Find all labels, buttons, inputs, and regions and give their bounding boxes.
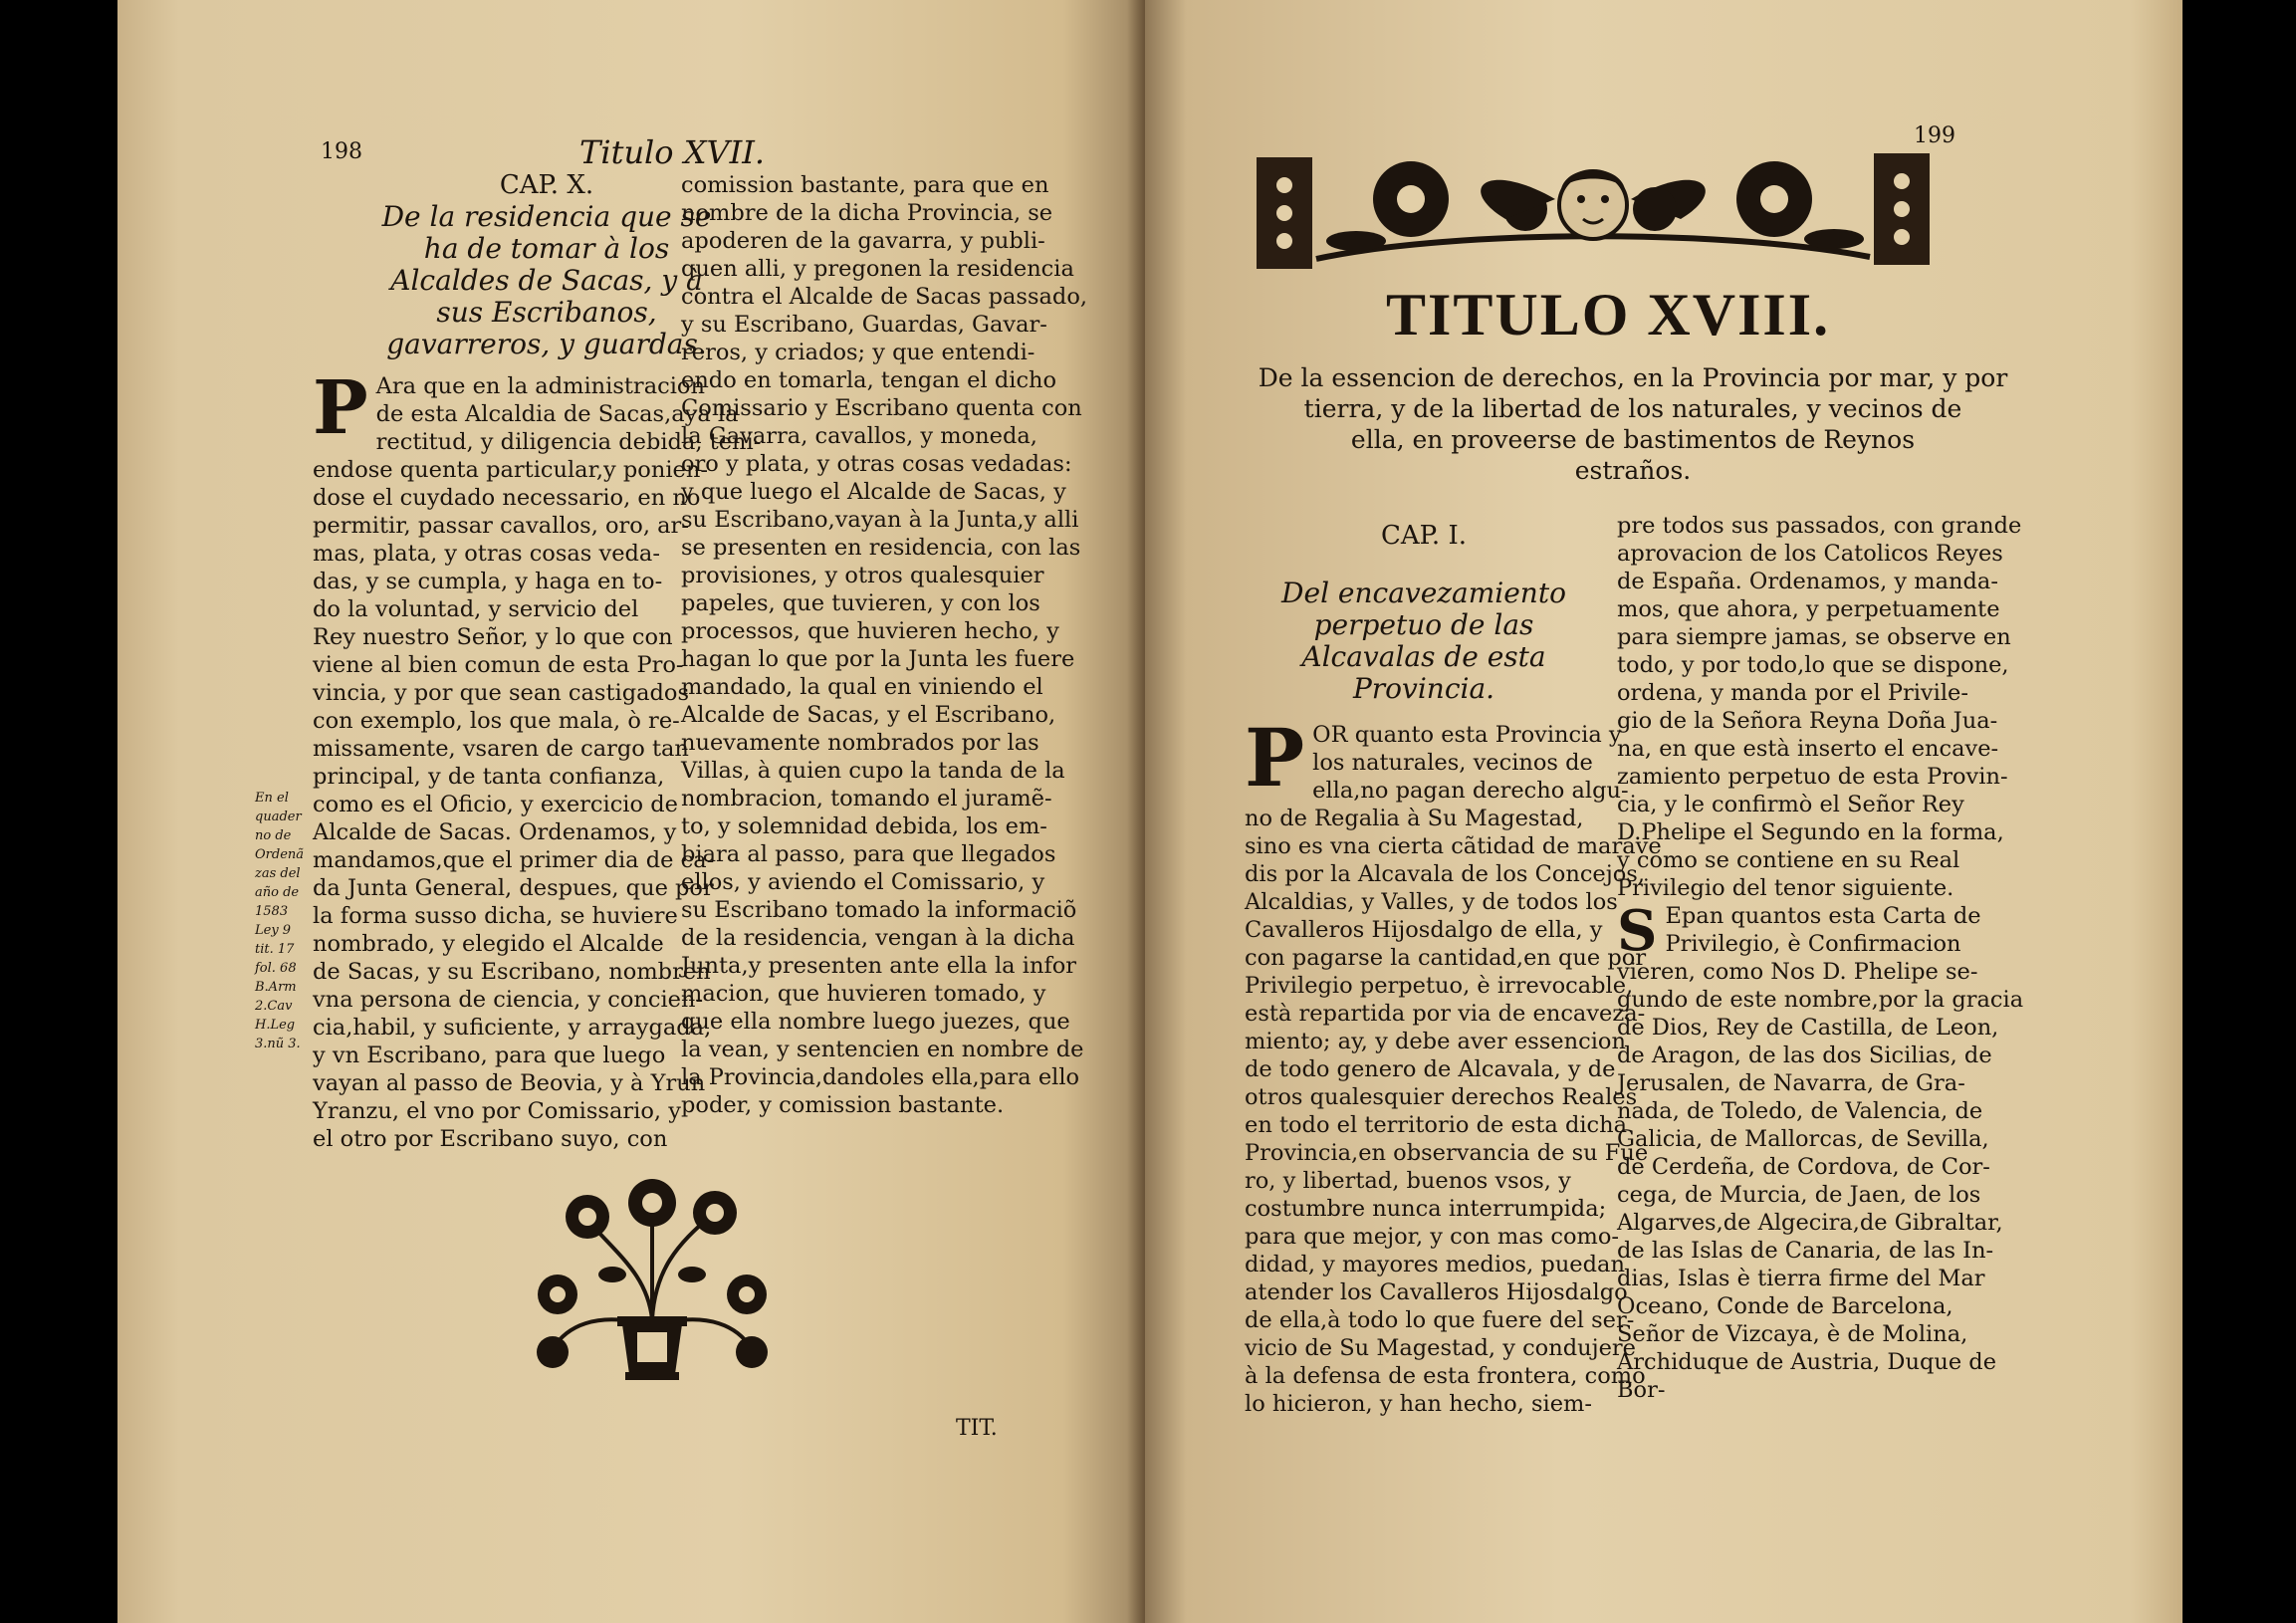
text-line: ordena, y manda por el Privile- bbox=[1617, 680, 1968, 706]
text-line: y su Escribano, Guardas, Gavar- bbox=[681, 312, 1047, 338]
text-line: Yranzu, el vno por Comissario, y bbox=[313, 1098, 681, 1124]
text-line: Privilegio perpetuo, è irrevocable, bbox=[1245, 973, 1634, 999]
text-line: macion, que huvieren tomado, y bbox=[681, 981, 1046, 1007]
text-line: y como se contiene en su Real bbox=[1617, 847, 1960, 873]
text-line: se presenten en residencia, con las bbox=[681, 535, 1081, 561]
text-line: la forma susso dicha, se huviere bbox=[313, 903, 678, 929]
flower-vase-woodcut-icon bbox=[528, 1175, 777, 1394]
text-line: zamiento perpetuo de esta Provin- bbox=[1617, 764, 2008, 790]
text-line: en todo el territorio de esta dicha bbox=[1245, 1112, 1628, 1138]
drop-cap: P bbox=[313, 365, 368, 451]
catchword: TIT. bbox=[956, 1416, 998, 1441]
text-line: gio de la Señora Reyna Doña Jua- bbox=[1617, 708, 1998, 734]
text-line: lo hicieron, y han hecho, siem- bbox=[1245, 1391, 1592, 1417]
text-line: Comissario y Escribano quenta con bbox=[681, 395, 1082, 421]
text-line: nuevamente nombrados por las bbox=[681, 730, 1039, 756]
left-column-2 bbox=[681, 171, 1145, 1119]
subtitle-line: estraños. bbox=[1574, 456, 1692, 485]
text-line: endo en tomarla, tengan el dicho bbox=[681, 367, 1057, 393]
text-line: de Cerdeña, de Cordova, de Cor- bbox=[1617, 1154, 1990, 1180]
text-line: Ara que en la administracion bbox=[375, 373, 705, 399]
chapter-heading: CAP. I. bbox=[1381, 521, 1467, 551]
text-line: oro y plata, y otras cosas vedadas: bbox=[681, 451, 1072, 477]
text-line: de ella,à todo lo que fuere del ser- bbox=[1245, 1307, 1635, 1333]
text-line: processos, que huvieren hecho, y bbox=[681, 618, 1059, 644]
text-line: contra el Alcalde de Sacas passado, bbox=[681, 284, 1088, 310]
text-line: Oceano, Conde de Barcelona, bbox=[1617, 1293, 1953, 1319]
text-line: quen alli, y pregonen la residencia bbox=[681, 256, 1074, 282]
text-line: de las Islas de Canaria, de las In- bbox=[1617, 1238, 1994, 1264]
text-line: y vn Escribano, para que luego bbox=[313, 1043, 666, 1068]
text-line: dias, Islas è tierra firme del Mar bbox=[1617, 1266, 1985, 1291]
text-line: na, en que està inserto el encave- bbox=[1617, 736, 1999, 762]
text-line: comission bastante, para que en bbox=[681, 172, 1049, 198]
text-line: to, y solemnidad debida, los em- bbox=[681, 813, 1047, 839]
text-line: su Escribano,vayan à la Junta,y alli bbox=[681, 507, 1079, 533]
text-line: principal, y de tanta confianza, bbox=[313, 764, 665, 790]
text-line: Cavalleros Hijosdalgo de ella, y bbox=[1245, 917, 1603, 943]
drop-cap-2: S bbox=[1617, 898, 1658, 964]
text-line: la vean, y sentencien en nombre de bbox=[681, 1037, 1084, 1062]
text-line: D.Phelipe el Segundo en la forma, bbox=[1617, 819, 2004, 845]
cherub-headpiece-icon bbox=[1257, 149, 1930, 273]
text-line: Privilegio del tenor siguiente. bbox=[1617, 875, 1954, 901]
text-line: Alcalde de Sacas, y el Escribano, bbox=[681, 702, 1056, 728]
text-line: Jerusalen, de Navarra, de Gra- bbox=[1617, 1070, 1965, 1096]
text-line: cega, de Murcia, de Jaen, de los bbox=[1617, 1182, 1981, 1208]
text-line: permitir, passar cavallos, oro, ar- bbox=[313, 513, 689, 539]
text-line: poder, y comission bastante. bbox=[681, 1092, 1005, 1118]
text-line: viene al bien comun de esta Pro- bbox=[313, 652, 684, 678]
left-col2-body bbox=[681, 171, 1145, 1119]
text-line: la Gavarra, cavallos, y moneda, bbox=[681, 423, 1037, 449]
text-line: rectitud, y diligencia debida, teni- bbox=[375, 429, 762, 455]
text-line: todo, y por todo,lo que se dispone, bbox=[1617, 652, 2009, 678]
text-line: Alcalde de Sacas. Ordenamos, y bbox=[313, 819, 677, 845]
text-line: atender los Cavalleros Hijosdalgo bbox=[1245, 1279, 1628, 1305]
page-number: 198 bbox=[321, 139, 362, 164]
running-head: Titulo XVII. bbox=[579, 133, 766, 171]
text-line: Junta,y presenten ante ella la infor bbox=[681, 953, 1077, 979]
text-line: vincia, y por que sean castigados bbox=[313, 680, 690, 706]
text-line: Epan quantos esta Carta de bbox=[1665, 903, 1981, 929]
text-line: Algarves,de Algecira,de Gibraltar, bbox=[1617, 1210, 2003, 1236]
text-line: Señor de Vizcaya, è de Molina, bbox=[1617, 1321, 1968, 1347]
chapter-title: Del encavezamiento perpetuo de las Alcavalas de esta Provincia. bbox=[1281, 577, 1566, 705]
text-line: de España. Ordenamos, y manda- bbox=[1617, 569, 1998, 594]
text-line: ella,no pagan derecho algu- bbox=[1312, 778, 1629, 804]
text-line: pre todos sus passados, con grande bbox=[1617, 513, 2022, 539]
text-line: para que mejor, y con mas como- bbox=[1245, 1224, 1619, 1250]
right-col2-body-cont bbox=[1617, 898, 2024, 1404]
text-line: vayan al passo de Beovia, y à Yrun bbox=[313, 1070, 706, 1096]
text-line: cia,habil, y suficiente, y arraygada, bbox=[313, 1015, 712, 1041]
text-line: mandado, la qual en viniendo el bbox=[681, 674, 1043, 700]
text-line: nombracion, tomando el juramẽ- bbox=[681, 786, 1052, 812]
text-line: de la residencia, vengan à la dicha bbox=[681, 925, 1075, 951]
subtitle-line: ella, en proveerse de bastimentos de Reynos bbox=[1350, 425, 1916, 454]
text-line: Bor- bbox=[1617, 1377, 1666, 1403]
text-line: està repartida por via de encaveza- bbox=[1245, 1001, 1646, 1027]
text-line: vicio de Su Magestad, y condujere bbox=[1245, 1335, 1636, 1361]
text-line: hagan lo que por la Junta les fuere bbox=[681, 646, 1075, 672]
text-line: ro, y libertad, buenos vsos, y bbox=[1245, 1168, 1571, 1194]
subtitle-line: De la essencion de derechos, en la Provincia por mar, y por bbox=[1258, 363, 2008, 392]
text-line: como es el Oficio, y exercicio de bbox=[313, 792, 678, 817]
text-line: para siempre jamas, se observe en bbox=[1617, 624, 2011, 650]
subtitle bbox=[1225, 362, 2041, 486]
text-line: Villas, à quien cupo la tanda de la bbox=[681, 758, 1065, 784]
text-line: Privilegio, è Confirmacion bbox=[1665, 931, 1961, 957]
right-page bbox=[1145, 0, 2182, 1623]
text-line: Archiduque de Austria, Duque de bbox=[1617, 1349, 1997, 1375]
text-line: de Sacas, y su Escribano, nombren bbox=[313, 959, 711, 985]
text-line: da Junta General, despues, que por bbox=[313, 875, 714, 901]
text-line: nombre de la dicha Provincia, se bbox=[681, 200, 1053, 226]
text-line: reros, y criados; y que entendi- bbox=[681, 340, 1035, 365]
text-line: Provincia,en observancia de su Fue bbox=[1245, 1140, 1649, 1166]
text-line: do la voluntad, y servicio del bbox=[313, 596, 639, 622]
chapter-heading: CAP. X. bbox=[499, 170, 594, 200]
text-line: papeles, que tuvieren, y con los bbox=[681, 590, 1040, 616]
text-line: vna persona de ciencia, y concien- bbox=[313, 987, 704, 1013]
text-line: y que luego el Alcalde de Sacas, y bbox=[681, 479, 1066, 505]
text-line: apoderen de la gavarra, y publi- bbox=[681, 228, 1045, 254]
text-line: mos, que ahora, y perpetuamente bbox=[1617, 596, 2000, 622]
text-line: su Escribano tomado la informaciõ bbox=[681, 897, 1077, 923]
margin-note: En el quader no de Ordenã zas del año de 1583 Ley 9 tit. 17 fol. 68 B.Arm 2.Cav H.Leg 3.nũ 3. bbox=[255, 791, 305, 1051]
text-line: endose quenta particular,y ponien- bbox=[313, 457, 708, 483]
text-line: cia, y le confirmò el Señor Rey bbox=[1617, 792, 1964, 817]
text-line: con pagarse la cantidad,en que por bbox=[1245, 945, 1647, 971]
text-line: vieren, como Nos D. Phelipe se- bbox=[1617, 959, 1978, 985]
main-title: TITULO XVIII. bbox=[1386, 282, 1831, 348]
chapter-title: De la residencia que se ha de tomar à los Alcaldes de Sacas, y à sus Escribanos, gavarreros, y guardas. bbox=[381, 200, 712, 360]
text-line: otros qualesquier derechos Reales bbox=[1245, 1084, 1638, 1110]
left-page bbox=[117, 0, 1145, 1623]
text-line: nombrado, y elegido el Alcalde bbox=[313, 931, 664, 957]
text-line: mas, plata, y otras cosas veda- bbox=[313, 541, 660, 567]
text-line: nada, de Toledo, de Valencia, de bbox=[1617, 1098, 1983, 1124]
text-line: provisiones, y otros qualesquier bbox=[681, 563, 1044, 588]
text-line: biara al passo, para que llegados bbox=[681, 841, 1056, 867]
text-line: que ella nombre luego juezes, que bbox=[681, 1009, 1070, 1035]
drop-cap: P bbox=[1245, 711, 1305, 805]
text-line: el otro por Escribano suyo, con bbox=[313, 1126, 668, 1152]
right-col2-body bbox=[1617, 512, 2022, 902]
text-line: de Aragon, de las dos Sicilias, de bbox=[1617, 1043, 1992, 1068]
text-line: dis por la Alcavala de los Concejos, bbox=[1245, 861, 1645, 887]
text-line: no de Regalia à Su Magestad, bbox=[1245, 806, 1584, 831]
text-line: gundo de este nombre,por la gracia bbox=[1617, 987, 2024, 1013]
text-line: ellos, y aviendo el Comissario, y bbox=[681, 869, 1045, 895]
text-line: Alcaldias, y Valles, y de todos los bbox=[1245, 889, 1618, 915]
text-line: mandamos,que el primer dia de ca- bbox=[313, 847, 715, 873]
subtitle-line: tierra, y de la libertad de los naturales, y vecinos de bbox=[1303, 394, 1962, 423]
text-line: de Dios, Rey de Castilla, de Leon, bbox=[1617, 1015, 1999, 1041]
text-line: de todo genero de Alcavala, y de bbox=[1245, 1056, 1616, 1082]
text-line: costumbre nunca interrumpida; bbox=[1245, 1196, 1607, 1222]
text-line: Galicia, de Mallorcas, de Sevilla, bbox=[1617, 1126, 1989, 1152]
right-column-2 bbox=[1617, 512, 2024, 1404]
text-line: dose el cuydado necessario, en no bbox=[313, 485, 701, 511]
text-line: didad, y mayores medios, puedan bbox=[1245, 1252, 1625, 1277]
page-number: 199 bbox=[1914, 123, 1955, 148]
text-line: à la defensa de esta frontera, como bbox=[1245, 1363, 1646, 1389]
text-line: aprovacion de los Catolicos Reyes bbox=[1617, 541, 2003, 567]
text-line: sino es vna cierta cãtidad de marave bbox=[1245, 833, 1662, 859]
text-line: missamente, vsaren de cargo tan bbox=[313, 736, 689, 762]
text-line: OR quanto esta Provincia y bbox=[1312, 722, 1622, 748]
text-line: los naturales, vecinos de bbox=[1312, 750, 1593, 776]
text-line: la Provincia,dandoles ella,para ello bbox=[681, 1064, 1080, 1090]
text-line: de esta Alcaldia de Sacas,aya la bbox=[375, 401, 739, 427]
text-line: miento; ay, y debe aver essencion bbox=[1245, 1029, 1626, 1054]
text-line: con exemplo, los que mala, ò re- bbox=[313, 708, 680, 734]
text-line: das, y se cumpla, y haga en to- bbox=[313, 569, 663, 594]
text-line: Rey nuestro Señor, y lo que con bbox=[313, 624, 673, 650]
